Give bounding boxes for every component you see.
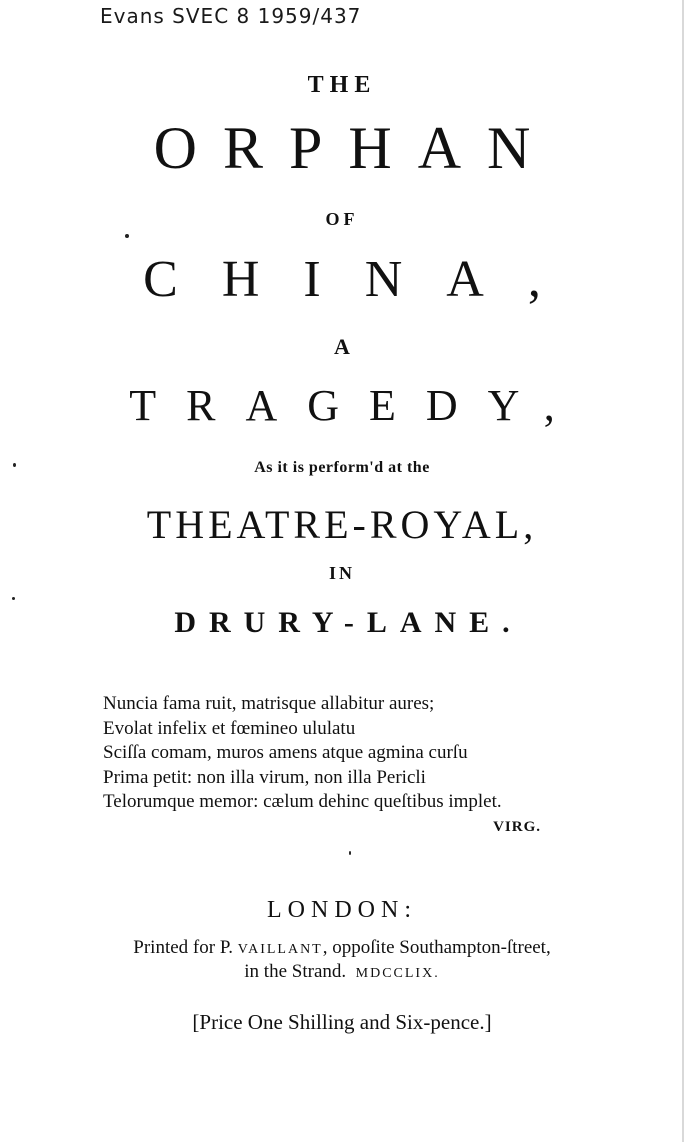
title-of: OF (325, 209, 359, 229)
imprint-location: in the Strand. (244, 961, 347, 982)
imprint-printed-for: Printed for P. (133, 937, 234, 958)
title-main: ORPHAN (153, 115, 557, 181)
title-sub: CHINA, (143, 251, 585, 308)
venue-name: DRURY-LANE. (174, 606, 523, 639)
genre-article: A (334, 334, 350, 359)
price-notice: [Price One Shilling and Six-pence.] (192, 1010, 492, 1034)
epigraph-line: Nuncia fama ruit, matrisque allabitur aures; (103, 693, 435, 714)
imprint-location-line (0, 961, 684, 983)
ink-speck (13, 463, 16, 467)
imprint-year: MDCCLIX. (355, 966, 440, 981)
performance-in: IN (328, 563, 355, 583)
title-the: THE (307, 72, 377, 98)
performance-line: As it is perform'd at the (254, 459, 430, 476)
ink-speck (349, 851, 351, 855)
ink-speck (12, 597, 15, 600)
imprint-address: , oppoſite Southampton-ſtreet, (322, 937, 551, 958)
ink-speck (125, 234, 129, 238)
genre-kind: TRAGEDY, (129, 381, 585, 430)
imprint-city: LONDON: (267, 897, 417, 923)
epigraph-line: Evolat infelix et fœmineo ululatu (103, 717, 356, 739)
epigraph-line: Sciſſa comam, muros amens atque agmina curſu (103, 742, 468, 763)
epigraph-attribution: VIRG. (493, 818, 541, 835)
latin-epigraph (103, 692, 573, 839)
imprint-printer-name: VAILLANT (237, 942, 323, 957)
epigraph-line: Prima petit: non illa virum, non illa Pericli (103, 766, 426, 788)
imprint-printed-line (0, 937, 684, 959)
epigraph-line: Telorumque memor: cælum dehinc queſtibus implet. (103, 791, 502, 812)
theatre-name: THEATRE-ROYAL, (146, 502, 538, 547)
manuscript-shelfmark-note: Evans SVEC 8 1959/437 (100, 4, 362, 28)
